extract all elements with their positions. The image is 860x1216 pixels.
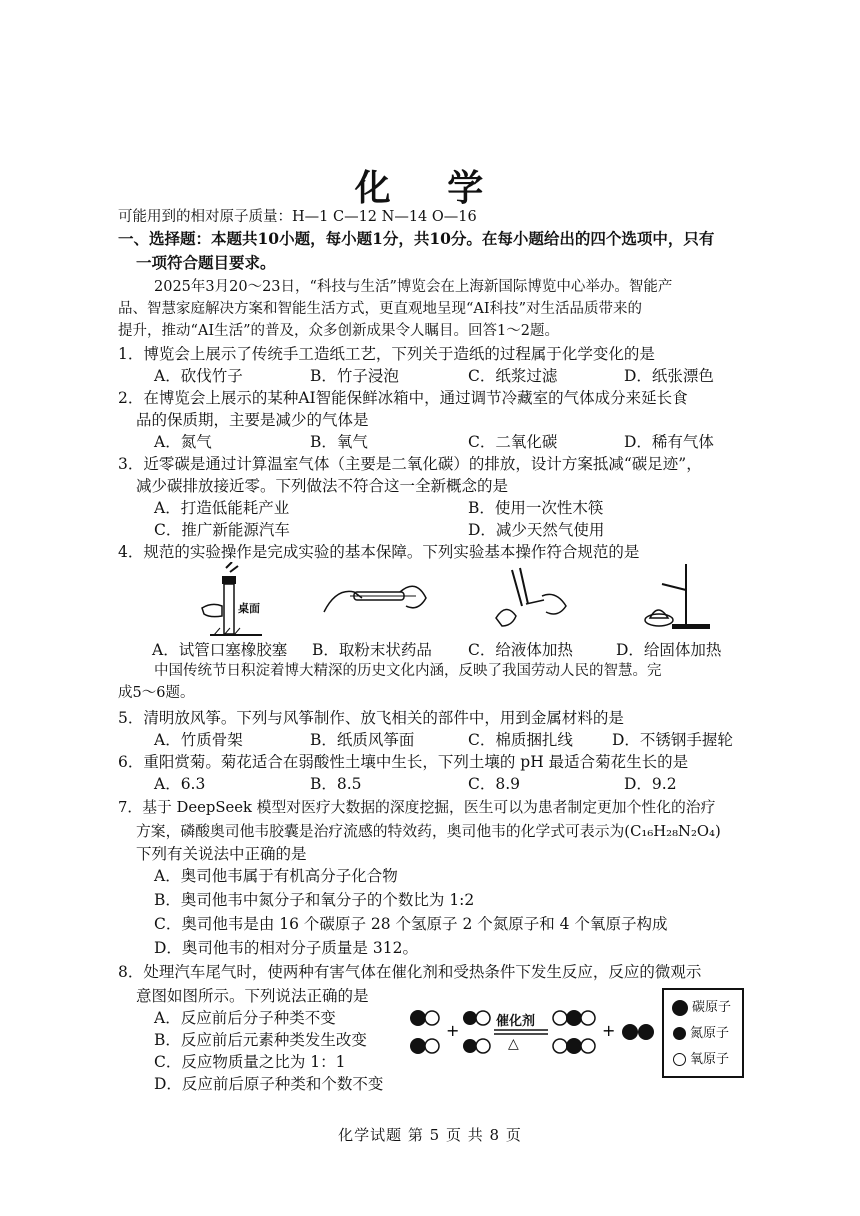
q6-option-b[interactable]: B．8.5 [310, 775, 362, 793]
page-title: 化 学 [354, 167, 506, 209]
figure-liquid-heating [486, 566, 576, 630]
question-6-stem: 6．重阳赏菊。菊花适合在弱酸性土壤中生长，下列土壤的 pH 最适合菊花生长的是 [118, 753, 689, 771]
q7-option-c[interactable]: C．奥司他韦是由 16 个碳原子 28 个氢原子 2 个氮原子和 4 个氧原子构成 [154, 915, 668, 933]
section-heading: 一、选择题：本题共10小题，每小题1分，共10分。在每小题给出的四个选项中，只有 [118, 229, 715, 248]
question-3-stem: 3．近零碳是通过计算温室气体（主要是二氧化碳）的排放，设计方案抵减“碳足迹”， [118, 455, 702, 473]
heat-symbol: △ [508, 1036, 519, 1052]
section-heading-cont: 一项符合题目要求。 [136, 253, 276, 272]
legend-nitrogen [672, 1022, 729, 1041]
q5-option-d[interactable]: D．不锈钢手握轮 [612, 731, 733, 749]
q6-option-d[interactable]: D．9.2 [624, 775, 677, 793]
q7-option-d[interactable]: D．奥司他韦的相对分子质量是 312。 [154, 939, 418, 957]
q6-option-c[interactable]: C．8.9 [468, 775, 521, 793]
catalyst-label: 催化剂 [496, 1014, 536, 1029]
test-tube [512, 570, 522, 606]
legend-carbon [672, 996, 731, 1016]
q1-option-c[interactable]: C．纸浆过滤 [468, 367, 558, 385]
figure-solid-heating [636, 560, 716, 632]
legend-nitrogen-label: 氮原子 [690, 1026, 730, 1041]
reactant-no-molecule-2 [463, 1039, 490, 1053]
page-footer: 化学试题 第 5 页 共 8 页 [338, 1126, 522, 1144]
q4-option-a[interactable]: A．试管口塞橡胶塞 [152, 641, 288, 659]
q7-option-b[interactable]: B．奥司他韦中氮分子和氧分子的个数比为 1:2 [154, 891, 475, 909]
product-n2-molecule [622, 1024, 654, 1040]
product-co2-molecule-2 [553, 1038, 595, 1054]
q3-option-d[interactable]: D．减少天然气使用 [468, 521, 605, 539]
test-tube [224, 584, 234, 634]
alcohol-lamp [496, 609, 516, 626]
context-text: 提升，推动“AI生活”的普及，众多创新成果令人瞩目。回答1～2题。 [118, 323, 559, 339]
q2-option-c[interactable]: C．二氧化碳 [468, 433, 558, 451]
reactant-co-molecule-2 [410, 1038, 439, 1054]
q1-option-a[interactable]: A．砍伐竹子 [154, 367, 243, 385]
nitrogen-atom-icon [673, 1027, 686, 1040]
question-2-stem: 2．在博览会上展示的某种AI智能保鲜冰箱中，通过调节冷藏室的气体成分来延长食 [118, 389, 688, 407]
carbon-atom-icon [672, 1000, 688, 1016]
q3-option-a[interactable]: A．打造低能耗产业 [154, 499, 290, 517]
q8-option-c[interactable]: C．反应物质量之比为 1：1 [154, 1053, 346, 1071]
svg-text:+: + [602, 1021, 616, 1040]
reactant-co-molecule-1 [410, 1010, 439, 1026]
q3-option-b[interactable]: B．使用一次性木筷 [468, 499, 604, 517]
q5-option-c[interactable]: C．棉质捆扎线 [468, 731, 573, 749]
q4-option-b[interactable]: B．取粉末状药品 [312, 641, 432, 659]
question-1-stem: 1．博览会上展示了传统手工造纸工艺，下列关于造纸的过程属于化学变化的是 [118, 345, 655, 363]
atom-legend [662, 988, 744, 1078]
hand-shape [202, 604, 222, 616]
legend-oxygen [672, 1048, 729, 1067]
q4-option-c[interactable]: C．给液体加热 [468, 641, 573, 659]
q1-option-d[interactable]: D．纸张漂色 [624, 367, 714, 385]
q3-option-c[interactable]: C．推广新能源汽车 [154, 521, 290, 539]
oxygen-atom-icon [673, 1053, 686, 1066]
q5-option-a[interactable]: A．竹质骨架 [154, 731, 243, 749]
legend-carbon-label: 碳原子 [692, 1000, 732, 1015]
context-text-2-cont: 成5～6题。 [118, 685, 195, 701]
product-co2-molecule-1 [553, 1010, 595, 1026]
legend-oxygen-label: 氧原子 [690, 1052, 730, 1067]
q7-option-a[interactable]: A．奥司他韦属于有机高分子化合物 [154, 867, 398, 885]
q2-option-b[interactable]: B．氧气 [310, 433, 368, 451]
q6-option-a[interactable]: A．6.3 [154, 775, 206, 793]
question-7-stem-cont: 方案，磷酸奥司他韦胶囊是治疗流感的特效药，奥司他韦的化学式可表示为(C₁₆H₂₈N₂O₄) [136, 823, 721, 840]
atomic-masses: 可能用到的相对原子质量：H—1 C—12 N—14 O—16 [118, 209, 477, 225]
q8-option-a[interactable]: A．反应前后分子种类不变 [154, 1009, 336, 1027]
q4-option-d[interactable]: D．给固体加热 [616, 641, 722, 659]
q5-option-b[interactable]: B．纸质风筝面 [310, 731, 415, 749]
svg-text:+: + [446, 1021, 460, 1040]
q1-option-b[interactable]: B．竹子浸泡 [310, 367, 399, 385]
figure-powder [320, 568, 430, 628]
question-8-stem: 8．处理汽车尾气时，使两种有害气体在催化剂和受热条件下发生反应，反应的微观示 [118, 963, 702, 981]
question-3-stem-cont: 减少碳排放接近零。下列做法不符合这一全新概念的是 [136, 477, 509, 495]
q8-option-b[interactable]: B．反应前后元素种类发生改变 [154, 1031, 367, 1049]
q2-option-d[interactable]: D．稀有气体 [624, 433, 714, 451]
question-8-stem-cont: 意图如图所示。下列说法正确的是 [136, 987, 369, 1005]
q2-option-a[interactable]: A．氮气 [154, 433, 212, 451]
question-5-stem: 5．清明放风筝。下列与风筝制作、放飞相关的部件中，用到金属材料的是 [118, 709, 624, 727]
test-tube [662, 584, 686, 590]
reactant-no-molecule-1 [463, 1011, 490, 1025]
question-2-stem-cont: 品的保质期，主要是减少的气体是 [136, 411, 369, 429]
question-4-stem: 4．规范的实验操作是完成实验的基本保障。下列实验基本操作符合规范的是 [118, 543, 640, 561]
context-text: 2025年3月20～23日，“科技与生活”博览会在上海新国际博览中心举办。智能产 [154, 279, 673, 295]
context-text-2: 中国传统节日积淀着博大精深的历史文化内涵，反映了我国劳动人民的智慧。完 [154, 663, 662, 679]
question-7-stem: 7．基于 DeepSeek 模型对医疗大数据的深度挖掘，医生可以为患者制定更加个性化的治疗 [118, 799, 716, 816]
desk-label: 桌面 [238, 602, 260, 615]
q8-option-d[interactable]: D．反应前后原子种类和个数不变 [154, 1075, 384, 1093]
rubber-stopper [222, 576, 236, 584]
question-7-stem-cont: 下列有关说法中正确的是 [136, 845, 307, 863]
context-text: 品、智慧家庭解决方案和智能生活方式，更直观地呈现“AI科技”对生活品质带来的 [118, 301, 643, 317]
